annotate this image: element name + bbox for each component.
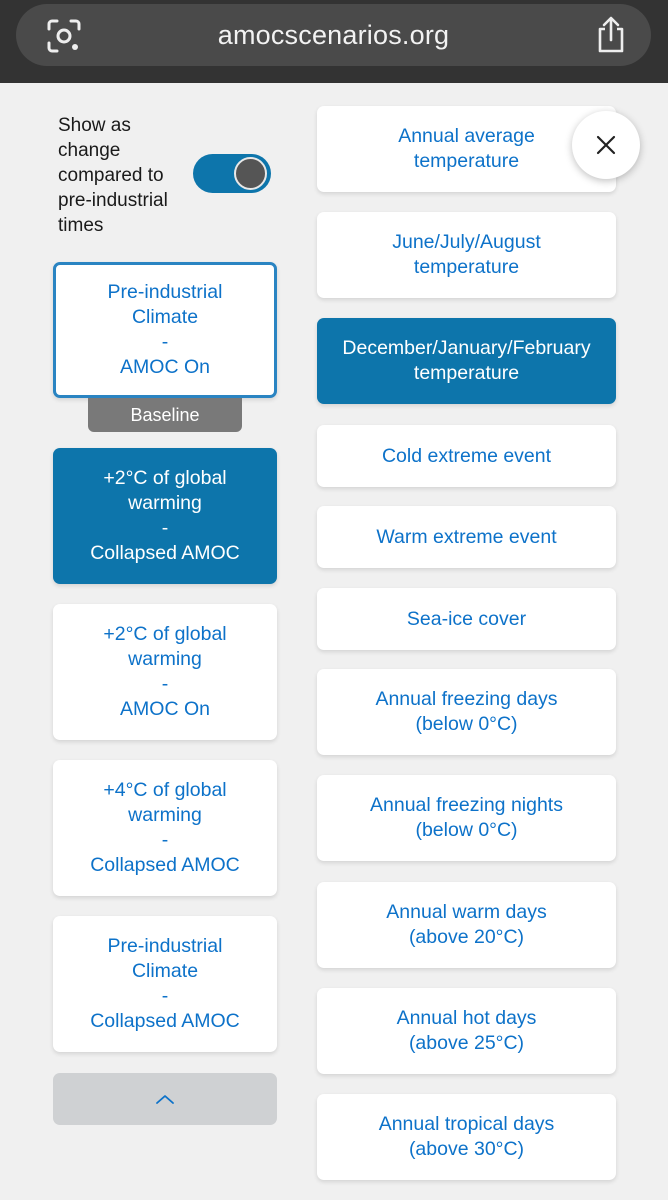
scenario-line: +4°C of global	[103, 779, 227, 801]
url-text[interactable]: amocscenarios.org	[217, 19, 450, 50]
scenario-card[interactable]	[53, 604, 277, 740]
scenario-line: +2°C of global	[103, 467, 227, 489]
variable-option[interactable]	[317, 588, 616, 650]
variable-line: (below 0°C)	[415, 819, 518, 841]
scenario-card[interactable]	[53, 760, 277, 896]
scenario-separator: -	[161, 829, 169, 851]
scenario-line: warming	[128, 648, 202, 670]
variable-line: Annual freezing nights	[370, 794, 563, 816]
scenario-line: Climate	[131, 306, 199, 328]
change-toggle[interactable]	[193, 154, 271, 193]
variable-line: Cold extreme event	[381, 444, 552, 467]
variable-line: temperature	[413, 362, 520, 384]
variable-option-selected[interactable]	[317, 318, 616, 404]
scenario-card[interactable]	[53, 262, 277, 398]
variable-option[interactable]	[317, 669, 616, 755]
variable-line: temperature	[413, 150, 520, 172]
collapse-scenarios-button[interactable]	[53, 1073, 277, 1125]
scenario-separator: -	[161, 331, 169, 353]
lens-icon[interactable]	[46, 18, 82, 54]
toggle-label: Show as change compared to pre-industrial times	[58, 115, 168, 236]
close-button[interactable]	[572, 111, 640, 179]
scenario-separator: -	[161, 517, 169, 539]
scenario-line: AMOC On	[120, 356, 210, 378]
variable-option[interactable]	[317, 212, 616, 298]
variable-option[interactable]	[317, 506, 616, 568]
share-icon[interactable]	[595, 16, 627, 54]
close-icon	[596, 135, 616, 155]
scenario-separator: -	[161, 985, 169, 1007]
variable-line: Annual average	[398, 125, 535, 147]
scenario-line: warming	[128, 492, 202, 514]
baseline-badge: Baseline	[88, 398, 242, 432]
variable-line: Annual freezing days	[375, 688, 558, 710]
scenario-line: warming	[128, 804, 202, 826]
toggle-knob	[234, 157, 267, 190]
variable-line: (above 25°C)	[408, 1032, 525, 1054]
scenario-line: Collapsed AMOC	[90, 1010, 240, 1032]
variable-option[interactable]	[317, 1094, 616, 1180]
variable-line: Sea-ice cover	[406, 607, 527, 630]
scenario-line: Pre-industrial	[107, 935, 223, 957]
scenario-line: Collapsed AMOC	[90, 854, 240, 876]
variable-line: (above 20°C)	[408, 926, 525, 948]
scenario-separator: -	[161, 673, 169, 695]
variable-option[interactable]	[317, 988, 616, 1074]
variable-option[interactable]	[317, 106, 616, 192]
variable-line: Annual hot days	[396, 1007, 537, 1029]
scenario-line: Collapsed AMOC	[90, 542, 240, 564]
variable-option[interactable]	[317, 775, 616, 861]
scenario-line: +2°C of global	[103, 623, 227, 645]
scenario-card-selected[interactable]	[53, 448, 277, 584]
scenario-line: AMOC On	[120, 698, 210, 720]
variable-line: June/July/August	[392, 231, 541, 253]
scenario-card[interactable]	[53, 916, 277, 1052]
variable-line: Annual tropical days	[378, 1113, 555, 1135]
chevron-up-icon	[155, 1093, 175, 1105]
variable-line: December/January/February	[342, 337, 591, 359]
address-bar[interactable]	[16, 4, 651, 66]
variable-line: (above 30°C)	[408, 1138, 525, 1160]
scenario-line: Climate	[131, 960, 199, 982]
variable-line: temperature	[413, 256, 520, 278]
variable-option[interactable]	[317, 425, 616, 487]
variable-option[interactable]	[317, 882, 616, 968]
variable-line: Annual warm days	[386, 901, 547, 923]
variable-line: Warm extreme event	[376, 525, 557, 548]
scenario-line: Pre-industrial	[107, 281, 223, 303]
browser-toolbar	[0, 0, 668, 83]
variable-line: (below 0°C)	[415, 713, 518, 735]
